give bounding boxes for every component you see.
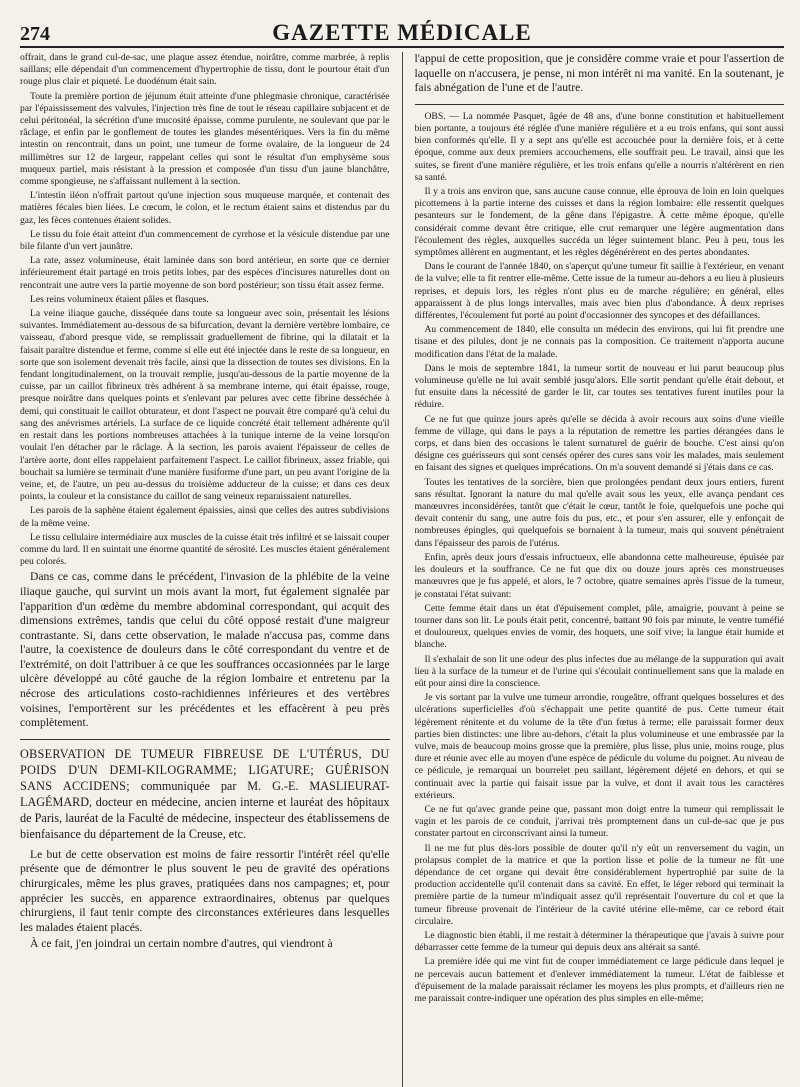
page-number: 274 (20, 23, 50, 45)
paragraph: Je vis sortant par la vulve une tumeur arrondie, rougeâtre, offrant quelques bosselures et des ulcérations superficielles d'où s'échappait une petite quantité de pus. Cette tumeur était légèrement rénitente et du volume de la tête d'un fœtus à terme; elle paraissait former deux parties bien distinctes: une libre au-dehors, c'était la plus volumineuse et une embrassée par la vulve, mais de beaucoup moins grosse que la première, plus lisse, plus unie, moins rouge, plus dure et réunie avec elle au moyen d'une espèce de pédicule du volume du poignet. Au niveau de ce pédicule, je remarquai un bourrelet peu saillant, légèrement déjeté en dehors, et qui se continuait avec la partie qui faisait issue par la vulve, et dont il avait tous les caractères extérieurs. (414, 692, 784, 801)
paragraph: Le diagnostic bien établi, il me restait à déterminer la thérapeutique que j'avais à suivre pour débarrasser cette femme de la tumeur qui depuis deux ans altérait sa santé. (414, 929, 784, 954)
paragraph: La rate, assez volumineuse, était laminée dans son bord antérieur, en sorte que ce dernier inférieurement était partagé en trois petits lobes, par des espèces d'incisures naturelles dont on rencontrait une autre vers la partie moyenne de son bord postérieur; son tissu était assez ferme. (20, 255, 390, 291)
paragraph: OBS. — La nommée Pasquet, âgée de 48 ans, d'une bonne constitution et habituellement bien portante, a toujours été réglée d'une manière régulière et a eu trois enfans, qui sont aussi bien conformés qu'elle. Il y a sept ans qu'elle est accouchée pour la dernière fois, et à cette époque, comme aux deux premiers accouchemens, elle souffrait peu. Le travail, ainsi que les suites, se firent d'une manière régulière, et les trois enfans qu'elle a nourris n'altérèrent en rien sa santé. (414, 110, 784, 183)
paragraph: Il y a trois ans environ que, sans aucune cause connue, elle éprouva de loin en loin quelques picottemens à la partie interne des cuisses et dans la région lombaire: elle ressentit quelques pesanteurs sur le fondement, de la gêne dans l'épigastre. À cette même époque, qu'elle considérait comme devant être critique, elle crut remarquer une légère augmentation dans l'écoulement des règles, auxquelles succéda un léger suintement blanc. Peu à peu, tous les symptômes allèrent en augmentant, et les règles dégénérèrent en des pertes abondantes. (414, 186, 784, 259)
paragraph: Enfin, après deux jours d'essais infructueux, elle abandonna cette malheureuse, épuisée par les douleurs et la souffrance. Ce ne fut que dix ou douze jours après ces monstrueuses manœuvres que je fus appelé, et alors, le 7 octobre, quatre semaines après l'issue de la tumeur, je constatai l'état suivant: (414, 551, 784, 600)
paragraph: Cette femme était dans un état d'épuisement complet, pâle, amaigrie, pouvant à peine se tourner dans son lit. Le pouls était petit, concentré, battant 90 fois par minute, le ventre tuméfié et douloureux, quelques envies de vomir, des hoquets, une soif vive; la langue était humide et blanche. (414, 602, 784, 651)
paragraph: Toute la première portion de jéjunum était atteinte d'une phlegmasie chronique, caractérisée par l'épaississement des valvules, l'injection très fine de tout le réseau capillaire subjacent et de celui péritonéal, la sécrétion d'une mucosité épaisse, comme purulente, ne soulevant que par le râclage, et enfin par le gonflement de toutes les glandes mésentériques. Vers la fin du même intestin on rencontrait, dans un point, une tumeur de forme ovalaire, de la longueur de 24 millimètres sur 12 de largeur, rappelant celles qui sont le résultat d'un emphysème sous muqueux partiel, mais résistant à la pression et composée d'un tissu d'un jaune blanchâtre, comme spongieuse, ne s'affaissant nullement à la section. (20, 90, 390, 188)
paragraph: Il ne me fut plus dès-lors possible de douter qu'il n'y eût un renversement du vagin, un prolapsus complet de la matrice et que la portion lisse et polie de la tumeur ne fût une dépendance de cet organe qui devait être considérablement hypertrophié par suite de la production accidentelle qu'il contenait dans sa cavité. En effet, le léger rebord qui terminait la première partie de la tumeur m'indiquait assez qu'il représentait l'ouverture du col et que la tumeur fibreuse provenait de l'intérieur de la cavité utérine elle-même, car ce rebord était circulaire. (414, 842, 784, 927)
paragraph: Dans le courant de l'année 1840, on s'aperçut qu'une tumeur fit saillie à l'extérieur, en venant de la vulve; elle ta fit rentrer elle-même. Cette issue de la tumeur au-dehors a eu lieu à plusieurs reprises, et depuis lors, les règles n'ont plus eu de marche régulière; en général, elles apparaissent à de plus longs intervalles, mais avec bien plus d'abondance. À deux reprises différentes, l'écoulement fut porté au point d'occasionner des syncopes et des défaillances. (414, 261, 784, 322)
right-column (415, 52, 785, 1087)
column-divider (402, 52, 403, 1087)
paragraph: Au commencement de 1840, elle consulta un médecin des environs, qui lui fit prendre une tisane et des pilules, dont je ne connais pas la composition. Ce traitement n'apporta aucune modification dans l'état de la malade. (414, 324, 784, 360)
paragraph: Le tissu cellulaire intermédiaire aux muscles de la cuisse était très infiltré et se laissait couper comme du lard. Il en suintait une énorme quantité de sérosité. Les muscles étaient généralement peu colorés. (20, 531, 390, 568)
page-header (20, 10, 784, 48)
paragraph: La première idée qui me vint fut de couper immédiatement ce large pédicule dans lequel je ne percevais aucun battement et d'enlever immédiatement la tumeur. L'état de faiblesse et d'épuisement de la malade paraissait réclamer les moyens les plus prompts, et d'ailleurs rien ne me paraissait contre-indiquer une opération des plus simples en elle-même; (414, 956, 784, 1004)
paragraph: L'intestin iléon n'offrait partout qu'une injection sous muqueuse marquée, et contenait des matières fécales bien liées. Le cœcum, le colon, et le rectum étaient sains et distendus par du gaz, les fèces contenues étaient solides. (20, 190, 390, 226)
intro-paragraph: À ce fait, j'en joindrai un certain nombre d'autres, qui viendront à (30, 937, 333, 951)
paragraph: l'appui de cette proposition, que je considère comme vraie et pour l'assertion de laquelle on n'accusera, je pense, ni mon intérêt ni ma vanité. En la soutenant, je fais abnégation de l'une et de l'autre. (414, 52, 784, 95)
article-columns (20, 52, 784, 1087)
paragraph: Dans le mois de septembre 1841, la tumeur sortit de nouveau et lui parut beaucoup plus volumineuse qu'elle ne lui avait semblé jusqu'alors. Elle sortit pendant qu'elle était debout, et fut ensuite dans la nécessité de garder le lit, car toutes ses tentatives furent inutiles pour la réduire. (414, 362, 784, 411)
observation-title (20, 746, 390, 842)
paragraph: La veine iliaque gauche, disséquée dans toute sa longueur avec soin, présentait les lésions suivantes. Immédiatement au-dessous de sa bifurcation, devant la dernière vertèbre lombaire, ce vaisseau, d'abord presque vide, se remplissait graduellement de fibrine, qui la dilatait et la faisait paraître distendue et ferme, comme si elle eut été injectée dans le reste de sa longueur, en sorte que son isolement devenait très facile, ainsi que la dissection de toutes ses divisions. En la fendant longitudinalement, on la trouvait remplie, jusqu'au-dessous de la partie moyenne de la cuisse, par un caillot fibrineux très adhérent à sa membrane interne, qui était épaisse, rouge, presque noirâtre dans quelques points et s'enlevant par pelures avec cette fibrine desséchée à demi, qui constituait le caillot obturateur, et dont l'aspect ne pouvait être comparé qu'à celui du sang des anévrismes artériels. La surface de ce liquide concrété était tellement adhérente qu'il en restait dans les portions nombreuses attachées à la tunique interne de la veine lorsqu'on voulait l'en détacher par le râclage. À la section, les parois avaient l'épaisseur de celles de l'artère aorte, dont elles rappelaient parfaitement l'aspect. Le caillot fibrineux, assez friable, qui bouchait sa lumière se terminait d'une manière fusiforme d'une part, un peu avant l'origine de la veine, et, de l'autre, un peu au-dessus du troisième adducteur de la cuisse; et dans ces deux points, la couleur et la consistance du caillot de sang veineux reparaissaient naturelles. (20, 308, 390, 503)
paragraph: Les reins volumineux étaient pâles et flasques. (30, 293, 209, 305)
left-column (20, 52, 390, 1087)
paragraph: Ce ne fut que quinze jours après qu'elle se décida à avoir recours aux soins d'une vieille femme de village, qui dans le pays a la réputation de remettre les parties dérangées dans le corps, et dans bien des occasions le talent surnaturel de guérir de bouche. C'est ainsi qu'on désigne ces guérisseurs qui sont censés opérer des cures sans voir les malades, mais seulement en faisant des signes et quelques imprécations. On m'a souvent demandé si j'étais dans ce cas. (414, 413, 784, 474)
paragraph: Les parois de la saphène étaient également épaissies, ainsi que celles des autres subdivisions de la même veine. (20, 505, 390, 529)
paragraph: Toutes les tentatives de la sorcière, bien que prolongées pendant deux jours entiers, furent sans résultat. Ignorant la nature du mal qu'elle avait sous les yeux, elle avança pendant ces manœuvres inconsidérées, tantôt que c'était le cœur, tantôt le foie, quelquefois une poche qui devait contenir du sang, une autre fois du pus, etc., et pour s'en assurer, elle y enfonçait de nombreuses épingles, qui quelquefois se bornaient à la tumeur, mais qui souvent pénétraient dans l'épaisseur des parois de l'utérus. (414, 476, 784, 549)
commentary-paragraph: Dans ce cas, comme dans le précédent, l'invasion de la phlébite de la veine iliaque gauche, qui survint un mois avant la mort, fut également signalée par l'apparition d'un œdème du membre abdominal correspondant, qui acquit des dimensions extrêmes, tandis que celui du côté opposé restait d'une maigreur contrastante. Si, dans cette observation, le malade n'accusa pas, comme dans l'autre, la coexistence de douleurs dans le côté correspondant du ventre et de l'extrémité, on doit l'attribuer à ce que les souffrances occasionnées par le large ulcère développé au côté gauche de la région lombaire et entretenu par la nécrose des articulations costo-rachidiennes inférieures et des vertèbres voisines, l'emportèrent sur les précédentes et les effacèrent à peu près complètement. (20, 570, 390, 730)
rule (415, 104, 785, 105)
journal-title: GAZETTE MÉDICALE (272, 20, 532, 45)
observation-title-author: communiquée par M. G.-E. MASLIEURAT-LAGÉMARD, docteur en médecine, ancien interne et lauréat des hôpitaux de Paris, lauréat de la Faculté de médecine, inspecteur des établissemens de bienfaisance du département de la Creuse, etc. (20, 778, 390, 841)
paragraph: Il s'exhalait de son lit une odeur des plus infectes due au mélange de la suppuration qui avait lieu à la surface de la tumeur et de l'urine qui s'écoulait continuellement sans que la malade en eût pour ainsi dire la conscience. (414, 653, 784, 689)
observation-title-caps: OBSERVATION DE TUMEUR FIBREUSE DE L'UTÉRUS, DU POIDS D'UN DEMI-KILOGRAMME; LIGATURE; GUÉRISON SANS ACCIDENS; (20, 746, 390, 793)
paragraph: offrait, dans le grand cul-de-sac, une plaque assez étendue, noirâtre, comme marbrée, à replis saillans; elle dépendait d'un commencement d'hypertrophie de tissu, dont le pourtour était d'un rouge plus clair et piqueté. Le duodénum était sain. (20, 52, 390, 88)
paragraph: Ce ne fut qu'avec grande peine que, passant mon doigt entre la tumeur qui remplissait le vagin et les parois de ce conduit, j'arrivai très promptement dans un cul-de-sac que je pus constater partout en circonscrivant ainsi la tumeur. (414, 803, 784, 840)
section-divider (20, 739, 390, 740)
intro-paragraph: Le but de cette observation est moins de faire ressortir l'intérêt réel qu'elle présente que de démontrer le plus souvent le peu de gravité des opérations chirurgicales, même les plus graves, pratiquées dans nos campagnes; et, pour apprécier les succès, en apparence extraordinaires, obtenus par quelques chirurgiens, il faut tenir compte des circonstances extérieures dans lesquelles les malades étaient placés. (20, 847, 390, 934)
paragraph: Le tissu du foie était atteint d'un commencement de cyrrhose et la vésicule distendue par une bile filante d'un vert jaunâtre. (20, 228, 390, 253)
